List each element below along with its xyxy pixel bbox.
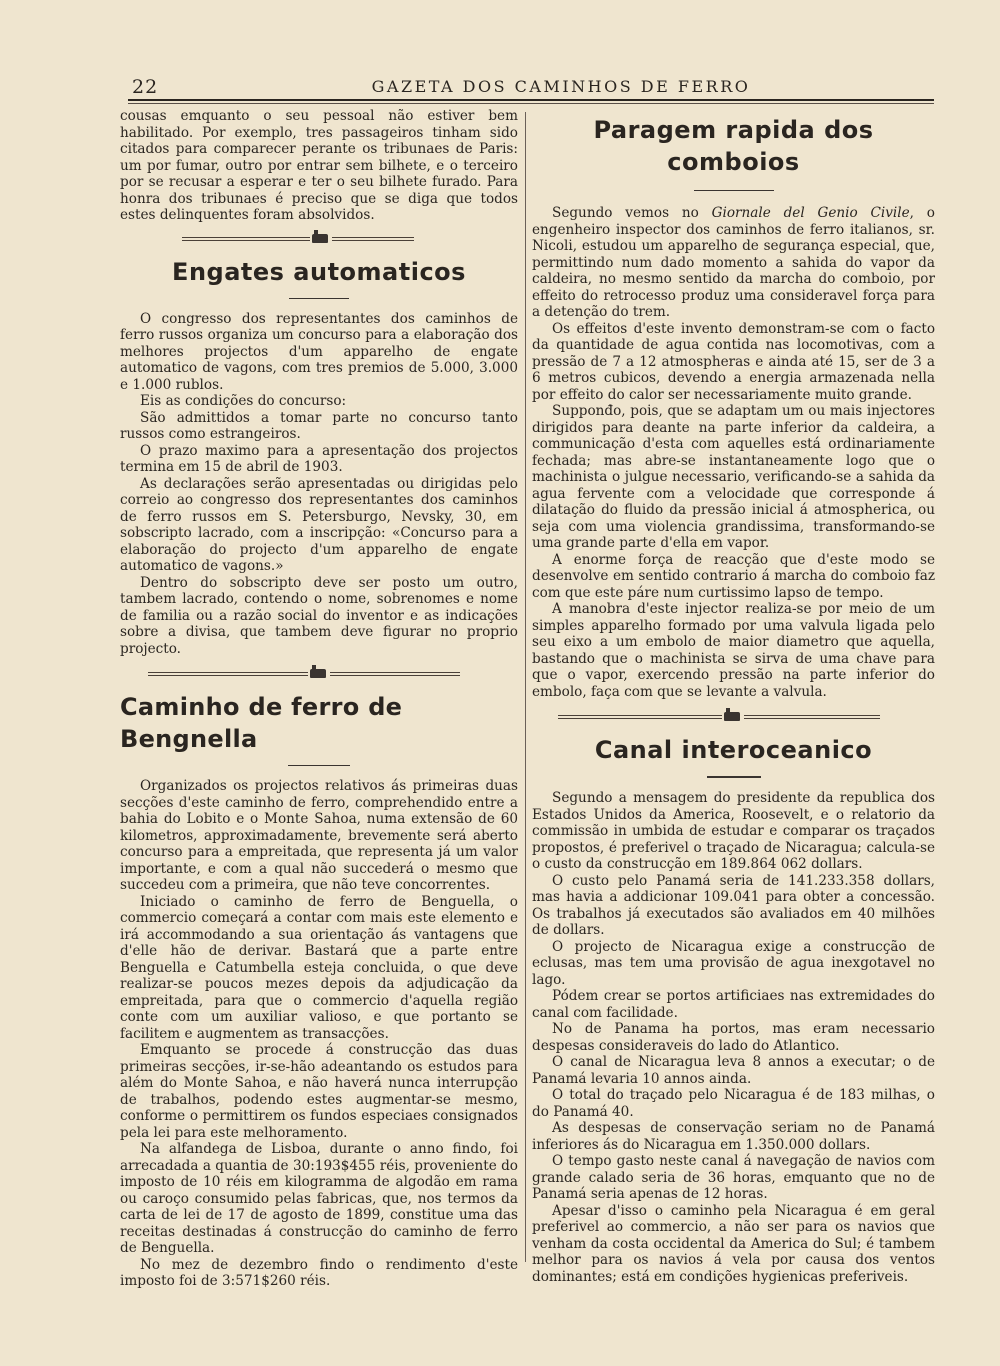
- article-paragraph: Apesar d'isso o caminho pela Nicaragua é em geral preferivel ao commercio, a não ser para os navios que venham da costa occidental da America do Sul; é tambem melhor para os navios á vela por causa dos ventos dominantes; está em condições hygienicas preferiveis.: [532, 1202, 935, 1285]
- journal-name: Giornale del Genio Civile: [711, 205, 910, 221]
- page-header: [128, 74, 934, 100]
- article-paragraph: São admittidos a tomar parte no concurso tanto russos como estrangeiros.: [120, 409, 518, 442]
- bengnella-article: [120, 778, 518, 1290]
- locomotive-icon: [310, 669, 326, 678]
- section-ornament: [120, 667, 518, 681]
- title-rule: [694, 190, 774, 191]
- title-rule: [288, 765, 350, 766]
- article-paragraph: O tempo gasto neste canal á navegação de navios com grande calado seria de 36 horas, emquanto que no de Panamá seria apenas de 12 horas.: [532, 1153, 935, 1202]
- article-paragraph: O custo pelo Panamá seria de 141.233.358 dollars, mas havia a addicionar 109.041 para obter a concessão. Os trabalhos já executados são avaliados em 40 milhões de dollars.: [532, 872, 935, 938]
- locomotive-icon: [312, 234, 328, 243]
- section-ornament: [120, 232, 518, 246]
- article-paragraph: O canal de Nicaragua leva 8 annos a executar; o de Panamá levaria 10 annos ainda.: [532, 1054, 935, 1087]
- article-paragraph: O prazo maximo para a apresentação dos projectos termina em 15 de abril de 1903.: [120, 442, 518, 475]
- article-paragraph: Segundo a mensagem do presidente da republica dos Estados Unidos da America, Roosevelt, e o relatorio da commissão in umbida de estudar e comparar os traçados propostos, é preferivel o traçado de Nicaragua; calcula-se o custo da construcção em 189.864 062 dollars.: [532, 790, 935, 872]
- canal-article: [532, 790, 935, 1285]
- column-divider: [525, 112, 526, 1262]
- article-paragraph: Na alfandega de Lisboa, durante o anno findo, foi arrecadada a quantia de 30:193$455 réis, proveniente do imposto de 10 réis em kilogramma de algodão em rama ou caroço consumido pelas fabricas, que, nos termos da carta de lei de 17 de agosto de 1899, constitue uma das receitas destinadas á construcção do caminho de ferro de Benguella.: [120, 1141, 518, 1256]
- section-ornament: [532, 710, 935, 724]
- paragraph-text: Segundo vemos no: [552, 205, 712, 221]
- header-rule: [128, 99, 934, 101]
- title-rule: [289, 298, 349, 299]
- article-paragraph: Emquanto se procede á construcção das duas primeiras secções, ir-se-hão adeantando os estudos para além do Monte Sahoa, e não haverá nunca interrupção de trabalhos, podendo estes augmentar-se mesmo, conforme o permittirem os fundos especiaes consignados pela lei para este melhoramento.: [120, 1042, 518, 1141]
- header-rule-thin: [128, 103, 934, 104]
- left-column: [120, 108, 518, 1290]
- article-paragraph: Dentro do sobscripto deve ser posto um outro, tambem lacrado, contendo o nome, sobrenomes e nome de familia ou a razão social do inventor e as indicações sobre a divisa, que tambem deve figurar no proprio projecto.: [120, 574, 518, 657]
- intro-paragraph: cousas emquanto o seu pessoal não estiver bem habilitado. Por exemplo, tres passageiros tinham sido citados para comparecer perante os tribunaes de Paris: um por fumar, outro por entrar sem bilhete, e o terceiro por se recusar a esperar e ter o seu bilhete furado. Para honra dos tribunaes é preciso que se diga que todos estes delinquentes foram absolvidos.: [120, 108, 518, 223]
- right-column: [532, 108, 935, 1285]
- article-paragraph: Supponđo, pois, que se adaptam um ou mais injectores dirigidos para deante na parte inferior da caldeira, a communicação d'esta com aquelles está ordinariamente fechada; mas abre-se instantaneamente logo que o machinista o julgue necessario, verificando-se a sahida da agua fervente com a velocidade que corresponde á dilatação do fluido da pressão inicial á atmospherica, ou seja com uma violencia grandissima, transformando-se uma grande parte d'ella em vapor.: [532, 403, 935, 551]
- canal-title: Canal interoceanico: [594, 736, 873, 764]
- article-paragraph: [532, 205, 935, 321]
- article-paragraph: O congresso dos representantes dos caminhos de ferro russos organiza um concurso para a elaboração dos melhores projectos d'um apparelho de engate automatico de vagons, com tres premios de 5.000, 3.000 e 1.000 rublos.: [120, 310, 518, 393]
- article-paragraph: As declarações serão apresentadas ou dirigidas pelo correio ao congresso dos representantes dos caminhos de ferro russos em S. Petersburgo, Nevsky, 30, em sobscripto lacrado, com a inscripção: «Concurso para a elaboração do projecto d'um apparelho de engate automatico de vagons.»: [120, 475, 518, 574]
- title-rule: [707, 776, 761, 778]
- paragem-title: Paragem rapida dos comboios: [593, 116, 874, 176]
- article-paragraph: Eis as condições do concurso:: [140, 393, 347, 409]
- article-paragraph: O total do traçado pelo Nicaragua é de 183 milhas, o do Panamá 40.: [532, 1087, 935, 1120]
- article-paragraph: A manobra d'este injector realiza-se por meio de um simples apparelho formado por uma valvula ligada pelo seu eixo a um embolo de maior diametro que aquella, bastando que o machinista se sirva de uma chave para que o vapor, exercendo pressão na parte inferior do embolo, faça com que se levante a valvula.: [532, 601, 935, 700]
- paragraph-text: , o engenheiro inspector dos caminhos de ferro italianos, sr. Nicoli, estudou um apparelho de segurança especial, que, permittindo num dado momento a sahida do vapor da caldeira, no mesmo sentido da marcha do comboio, por effeito do retrocesso produz uma consideravel força para a detenção do trem.: [532, 205, 935, 320]
- locomotive-icon: [724, 712, 740, 721]
- article-paragraph: O projecto de Nicaragua exige a construcção de eclusas, mas tem uma provisão de agua inexgotavel no lago.: [532, 938, 935, 988]
- article-paragraph: Pódem crear se portos artificiaes nas extremidades do canal com facilidade.: [532, 988, 935, 1021]
- article-paragraph: No mez de dezembro findo o rendimento d'este imposto foi de 3:571$260 réis.: [120, 1256, 518, 1289]
- article-paragraph: Organizados os projectos relativos ás primeiras duas secções d'este caminho de ferro, comprehendido entre a bahia do Lobito e o Monte Sahoa, numa extensão de 60 kilometros, approximadamente, brevemente será aberto concurso para a empreitada, que representa já um valor importante, e com a qual não succederá o mesmo que succedeu com a primeira, que não teve concorrentes.: [120, 778, 518, 893]
- engates-title: Engates automaticos: [172, 257, 466, 286]
- article-paragraph: A enorme força de reacção que d'este modo se desenvolve em sentido contrario á marcha do comboio faz com que este páre num curtissimo lapso de tempo.: [532, 551, 935, 601]
- bengnella-title: Caminho de ferro de Bengnella: [120, 693, 403, 753]
- paragem-article: [532, 205, 935, 700]
- page-number: 22: [132, 76, 159, 98]
- article-paragraph: As despesas de conservação seriam no de Panamá inferiores ás do Nicaragua em 1.350.000 dollars.: [532, 1120, 935, 1153]
- article-paragraph: Iniciado o caminho de ferro de Benguella, o commercio começará a contar com mais este elemento e irá accommodando a sua orientação ás vantagens que d'elle hão de derivar. Bastará que a parte entre Benguella e Catumbella esteja concluida, o que deve realizar-se poucos mezes depois da adjudicação da empreitada, para que o commercio d'aquella região conte com um auxiliar valioso, e que portanto se facilitem e augmentem as transacções.: [120, 893, 518, 1042]
- article-paragraph: No de Panama ha portos, mas eram necessario despesas consideraveis do lado do Atlantico.: [532, 1021, 935, 1054]
- running-title: GAZETA DOS CAMINHOS DE FERRO: [371, 77, 751, 96]
- engates-article: [120, 311, 518, 658]
- article-paragraph: Os effeitos d'este invento demonstram-se com o facto da quantidade de agua contida nas locomotivas, com a pressão de 7 a 12 atmospheras e ainda até 15, ser de 3 a 6 metros cubicos, devendo a energia armazenada nella por effeito do calor ser necessariamente muito grande.: [532, 320, 935, 403]
